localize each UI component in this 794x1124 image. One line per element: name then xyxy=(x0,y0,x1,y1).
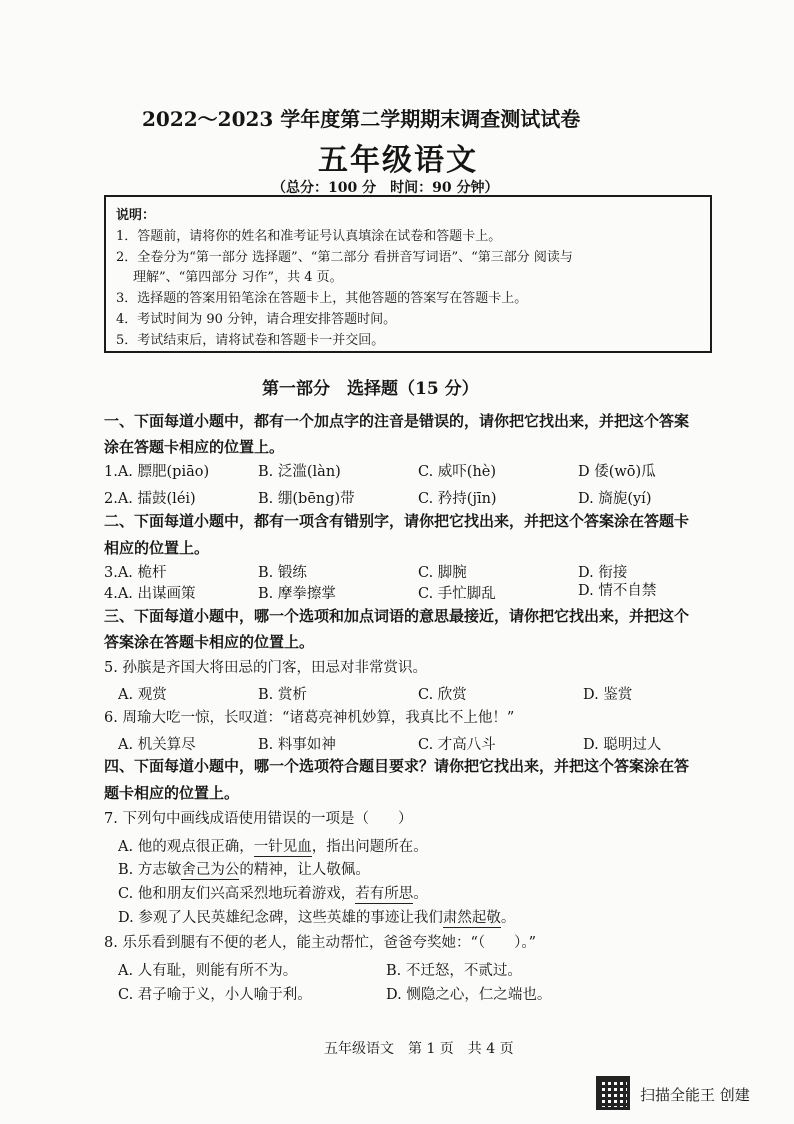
q7d-underlined-idiom: 肃然起敬 xyxy=(442,910,501,926)
q6-option-a: A. 机关算尽 xyxy=(118,737,196,753)
q4-option-c: C. 手忙脚乱 xyxy=(418,586,496,602)
notes-heading: 说明： xyxy=(116,208,156,223)
part2-instruction-cont: 相应的位置上。 xyxy=(104,539,210,557)
part2-instruction: 二、下面每道小题中，都有一项含有错别字，请你把它找出来，并把这个答案涂在答题卡 xyxy=(104,512,690,530)
q7a-text-end: ，指出问题所在。 xyxy=(311,839,428,855)
q7a-underlined-idiom: 一针见血 xyxy=(253,839,312,855)
q7d-text: D. 参观了人民英雄纪念碑，这些英雄的事迹让我们 xyxy=(118,910,443,926)
q2-option-a: 2.A. 擂鼓(léi) xyxy=(104,491,196,507)
page-footer: 五年级语文 第 1 页 共 4 页 xyxy=(324,1041,514,1057)
q6-option-b: B. 料事如神 xyxy=(258,737,336,753)
q5-option-d: D. 鉴赏 xyxy=(583,687,633,703)
q5-option-c: C. 欣赏 xyxy=(418,687,467,703)
q7-option-c xyxy=(118,882,428,903)
q2-option-c: C. 矜持(jīn) xyxy=(418,491,497,507)
part1-instruction-cont: 涂在答题卡相应的位置上。 xyxy=(104,438,285,456)
q7b-text: B. 方志敏 xyxy=(118,862,182,878)
scanner-watermark: 扫描全能王 创建 xyxy=(640,1086,750,1104)
q7-option-a xyxy=(118,835,428,856)
q7d-text-end: 。 xyxy=(500,910,516,926)
q5-option-b: B. 赏析 xyxy=(258,687,307,703)
q5-option-a: A. 观赏 xyxy=(118,687,167,703)
part1-instruction: 一、下面每道小题中，都有一个加点字的注音是错误的，请你把它找出来，并把这个答案 xyxy=(104,412,690,430)
note-item: 4．考试时间为 90 分钟，请合理安排答题时间。 xyxy=(116,312,397,327)
q8-option-c: C. 君子喻于义，小人喻于利。 xyxy=(118,987,312,1003)
note-item: 5．考试结束后，请将试卷和答题卡一并交回。 xyxy=(116,333,385,348)
score-time: （总分：100 分 时间：90 分钟） xyxy=(272,180,499,196)
exam-title: 2022～2023 学年度第二学期期末调查测试试卷 xyxy=(142,107,581,131)
q7-option-d xyxy=(118,906,515,927)
q8-option-b: B. 不迁怒，不贰过。 xyxy=(386,963,522,979)
q1-option-d: D 倭(wō)瓜 xyxy=(578,464,656,480)
q5-stem: 5. 孙膑是齐国大将田忌的门客，田忌对非常赏识。 xyxy=(104,660,427,676)
q1-option-c: C. 威吓(hè) xyxy=(418,464,497,480)
q2-option-b: B. 绷(bēng)带 xyxy=(258,491,355,507)
part3-instruction-cont: 答案涂在答题卡相应的位置上。 xyxy=(104,633,315,651)
q7-stem: 7. 下列句中画线成语使用错误的一项是（ ） xyxy=(104,811,413,827)
q4-option-d: D. 情不自禁 xyxy=(578,583,657,599)
note-item: 理解”、“第四部分 习作”，共 4 页。 xyxy=(133,270,343,285)
q6-option-c: C. 才高八斗 xyxy=(418,737,496,753)
q7b-underlined-idiom: 舍己为公 xyxy=(181,862,240,878)
part4-instruction-cont: 题卡相应的位置上。 xyxy=(104,784,240,802)
q7a-text: A. 他的观点很正确， xyxy=(118,839,254,855)
q8-option-a: A. 人有耻，则能有所不为。 xyxy=(118,963,298,979)
q7-option-b xyxy=(118,858,370,879)
section-title: 第一部分 选择题（15 分） xyxy=(262,379,479,399)
q7c-underlined-idiom: 若有所思 xyxy=(355,886,414,902)
q4-option-b: B. 摩拳擦掌 xyxy=(258,586,336,602)
q3-option-a: 3.A. 桅杆 xyxy=(104,565,167,581)
part4-instruction: 四、下面每道小题中，哪一个选项符合题目要求？请你把它找出来，并把这个答案涂在答 xyxy=(104,757,690,775)
q1-option-b: B. 泛滥(làn) xyxy=(258,464,341,480)
q6-option-d: D. 聪明过人 xyxy=(583,737,662,753)
qr-code-icon xyxy=(596,1076,630,1110)
note-item: 3．选择题的答案用铅笔涂在答题卡上，其他答题的答案写在答题卡上。 xyxy=(116,291,528,306)
q7c-text-end: 。 xyxy=(413,886,428,902)
q8-stem: 8. 乐乐看到腿有不便的老人，能主动帮忙，爸爸夸奖她：“（ ）。” xyxy=(104,935,537,951)
note-item: 2．全卷分为“第一部分 选择题”、“第二部分 看拼音写词语”、“第三部分 阅读与 xyxy=(116,250,573,265)
q7b-text-end: 的精神，让人敬佩。 xyxy=(239,862,370,878)
part3-instruction: 三、下面每道小题中，哪一个选项和加点词语的意思最接近，请你把它找出来，并把这个 xyxy=(104,607,690,625)
q8-option-d: D. 恻隐之心，仁之端也。 xyxy=(386,987,552,1003)
q3-option-b: B. 锻练 xyxy=(258,565,307,581)
q3-option-d: D. 衔接 xyxy=(578,565,628,581)
q2-option-d: D. 旖旎(yí) xyxy=(578,491,652,507)
q4-option-a: 4.A. 出谋画策 xyxy=(104,586,196,602)
subject-title: 五年级语文 xyxy=(318,143,478,178)
q7c-text: C. 他和朋友们兴高采烈地玩着游戏， xyxy=(118,886,356,902)
note-item: 1．答题前，请将你的姓名和准考证号认真填涂在试卷和答题卡上。 xyxy=(116,229,502,244)
q3-option-c: C. 脚腕 xyxy=(418,565,467,581)
q6-stem: 6. 周瑜大吃一惊，长叹道：“诸葛亮神机妙算，我真比不上他！” xyxy=(104,710,515,726)
q1-option-a: 1.A. 膘肥(piāo) xyxy=(104,464,210,480)
